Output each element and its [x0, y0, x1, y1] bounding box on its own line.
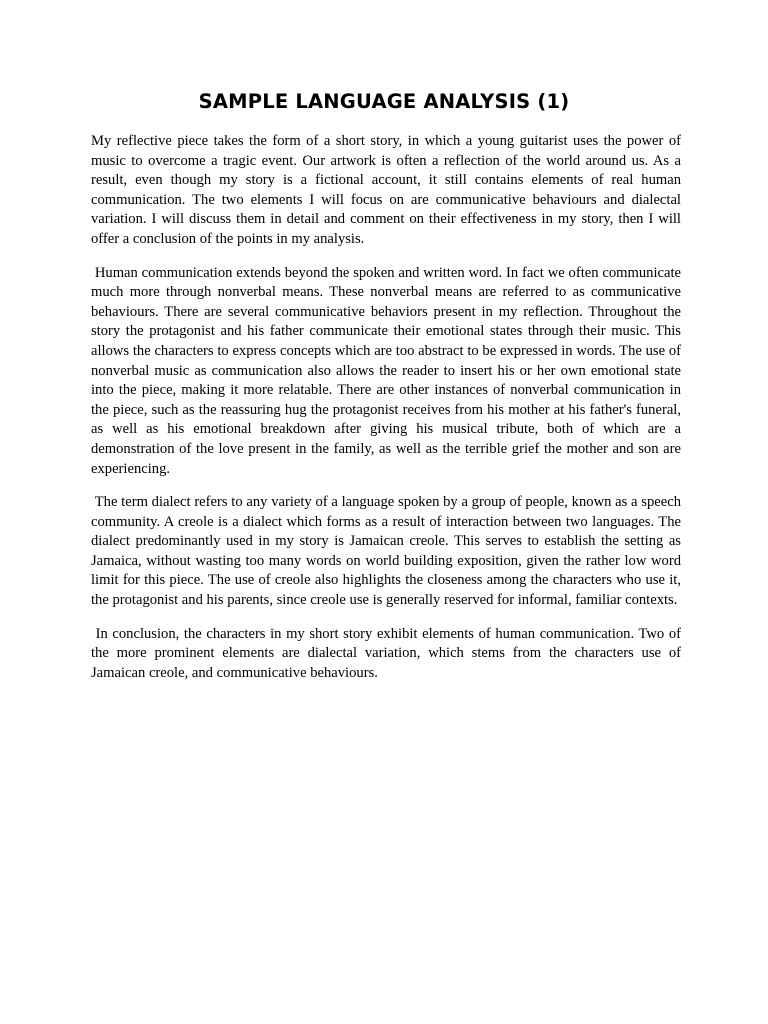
- paragraph-introduction: My reflective piece takes the form of a short story, in which a young guitarist uses the power of music to overcome a tragic event. Our artwork is often a reflection of the world around us. As a result, even though my story is a fictional account, it still contains elements of real human communication. The two elements I will focus on are communicative behaviours and dialectal variation. I will discuss them in detail and comment on their effectiveness in my story, then I will offer a conclusion of the points in my analysis.: [91, 133, 685, 247]
- document-body: [91, 132, 685, 697]
- paragraph-dialectal-variation: The term dialect refers to any variety of a language spoken by a group of people, known as a speech community. A creole is a dialect which forms as a result of interaction between two languages. The dialect predominantly used in my story is Jamaican creole. This serves to establish the setting as Jamaica, without wasting too many words on world building exposition, given the rather low word limit for this piece. The use of creole also highlights the closeness among the characters who use it, the protagonist and his parents, since creole use is generally reserved for informal, familiar contexts.: [91, 494, 685, 609]
- paragraph-communicative-behaviours: Human communication extends beyond the spoken and written word. In fact we often communicate much more through nonverbal means. These nonverbal means are referred to as communicative behaviours. There are several communicative behaviors present in my reflection. Throughout the story the protagonist and his father communicate their emotional states through their music. This allows the characters to express concepts which are too abstract to be expressed in words. The use of nonverbal music as communication also allows the reader to insert his or her own emotional state into the piece, making it more relatable. There are other instances of nonverbal communication in the piece, such as the reassuring hug the protagonist receives from his mother at his father's funeral, as well as his emotional breakdown after giving his musical tribute, both of which are a demonstration of the love present in the family, as well as the terrible grief the mother and son are experiencing.: [91, 264, 685, 477]
- document-title: SAMPLE LANGUAGE ANALYSIS (1): [198, 90, 570, 113]
- paragraph-conclusion: In conclusion, the characters in my short story exhibit elements of human communication. Two of the more prominent elements are dialectal variation, which stems from the characters use of Jamaican creole, and communicative behaviours.: [91, 625, 685, 681]
